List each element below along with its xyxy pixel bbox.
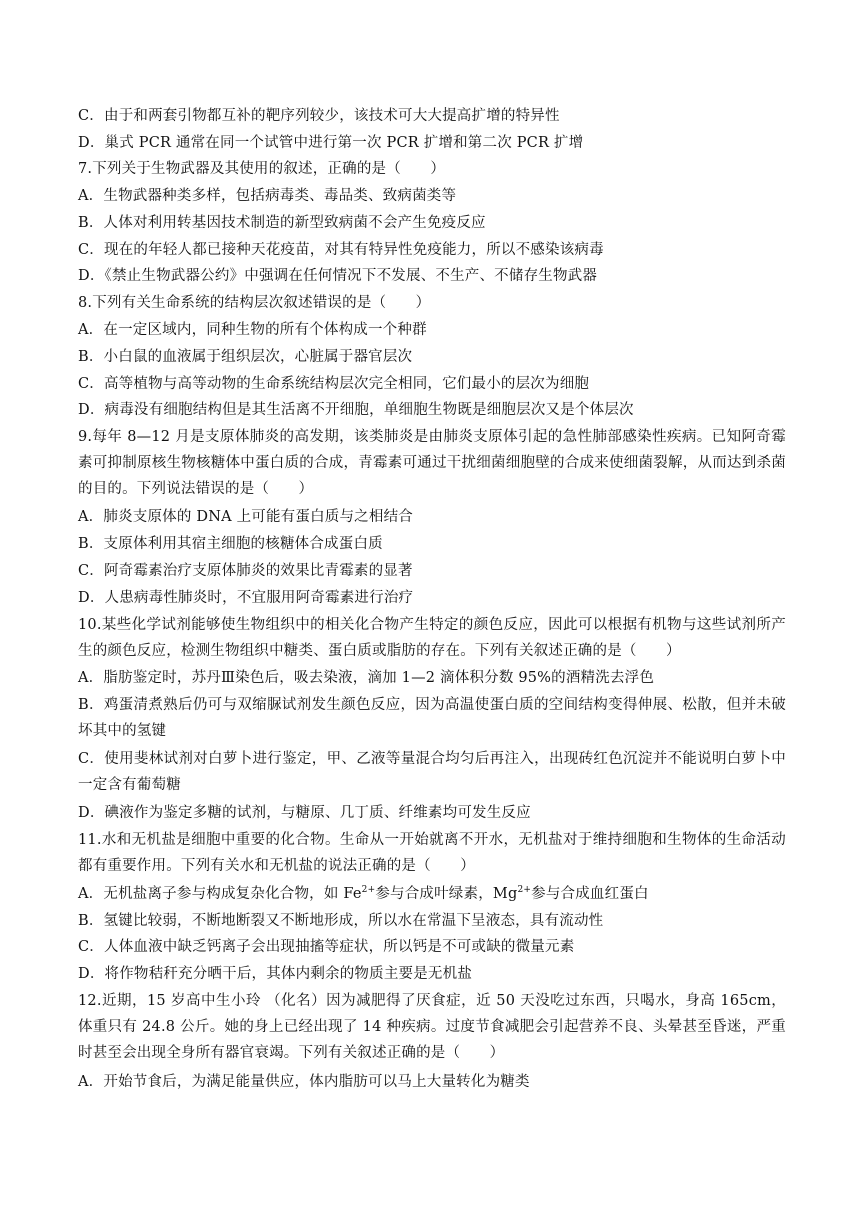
- question-8-option-c: C．高等植物与高等动物的生命系统结构层次完全相同，它们最小的层次为细胞: [78, 376, 590, 392]
- question-10-option-c: C．使用斐林试剂对白萝卜进行鉴定，甲、乙液等量混合均匀后再注入，出现砖红色沉淀并不能说明白萝卜中一定含有葡萄糖: [78, 751, 786, 793]
- question-11-stem: 11.水和无机盐是细胞中重要的化合物。生命从一开始就离不开水，无机盐对于维持细胞和生物体的生命活动都有重要作用。下列有关水和无机盐的说法正确的是（ ）: [78, 832, 786, 874]
- option-d-text: D．巢式 PCR 通常在同一个试管中进行第一次 PCR 扩增和第二次 PCR 扩增: [78, 135, 584, 151]
- question-7-option-a: A．生物武器种类多样，包括病毒类、毒品类、致病菌类等: [78, 188, 457, 204]
- option-c-text: C．由于和两套引物都互补的靶序列较少，该技术可大大提高扩增的特异性: [78, 108, 560, 124]
- question-8-stem: 8.下列有关生命系统的结构层次叙述错误的是（ ）: [78, 295, 431, 311]
- question-7-option-b: B．人体对利用转基因技术制造的新型致病菌不会产生免疫反应: [78, 215, 486, 231]
- question-8-option-b: B．小白鼠的血液属于组织层次，心脏属于器官层次: [78, 349, 413, 365]
- question-11-option-d: D．将作物秸秆充分晒干后，其体内剩余的物质主要是无机盐: [78, 966, 473, 982]
- mg-charge: 2+: [517, 885, 532, 896]
- question-10-option-a: A．脂肪鉴定时，苏丹Ⅲ染色后，吸去染液，滴加 1—2 滴体积分数 95%的酒精洗去浮色: [78, 670, 655, 686]
- question-10-option-d: D．碘液作为鉴定多糖的试剂，与糖原、几丁质、纤维素均可发生反应: [78, 805, 531, 821]
- question-9-option-d: D．人患病毒性肺炎时，不宜服用阿奇霉素进行治疗: [78, 590, 414, 606]
- question-11-option-c: C．人体血液中缺乏钙离子会出现抽搐等症状，所以钙是不可或缺的微量元素: [78, 939, 575, 955]
- option-a-part2: 参与合成叶绿素，Mg: [375, 886, 518, 902]
- option-a-part1: A．无机盐离子参与构成复杂化合物，如 Fe: [78, 886, 362, 902]
- question-7-stem: 7.下列关于生物武器及其使用的叙述，正确的是（ ）: [78, 161, 446, 177]
- question-9-stem: 9.每年 8—12 月是支原体肺炎的高发期，该类肺炎是由肺炎支原体引起的急性肺部感染性疾病。已知阿奇霉素可抑制原核生物核糖体中蛋白质的合成，青霉素可通过干扰细菌细胞壁的合成来使细菌裂解，从而达到杀菌的目的。下列说法错误的是（ ）: [78, 429, 786, 497]
- question-10-stem: 10.某些化学试剂能够使生物组织中的相关化合物产生特定的颜色反应，因此可以根据有机物与这些试剂所产生的颜色反应，检测生物组织中糖类、蛋白质或脂肪的存在。下列有关叙述正确的是（ ）: [78, 617, 786, 659]
- question-7-option-d: D．《禁止生物武器公约》中强调在任何情况下不发展、不生产、不储存生物武器: [78, 268, 598, 284]
- question-8-option-a: A．在一定区域内，同种生物的所有个体构成一个种群: [78, 322, 427, 338]
- question-9-option-a: A．肺炎支原体的 DNA 上可能有蛋白质与之相结合: [78, 509, 413, 525]
- option-a-part3: 参与合成血红蛋白: [531, 886, 649, 902]
- question-12-option-a: A．开始节食后，为满足能量供应，体内脂肪可以马上大量转化为糖类: [78, 1074, 530, 1090]
- question-9-option-c: C．阿奇霉素治疗支原体肺炎的效果比青霉素的显著: [78, 563, 413, 579]
- question-7-option-c: C．现在的年轻人都已接种天花疫苗，对其有特异性免疫能力，所以不感染该病毒: [78, 242, 604, 258]
- question-10-option-b: B．鸡蛋清煮熟后仍可与双缩脲试剂发生颜色反应，因为高温使蛋白质的空间结构变得伸展、松散，但并未破坏其中的氢键: [78, 697, 786, 739]
- question-11-option-a: [78, 884, 649, 904]
- question-9-option-b: B．支原体利用其宿主细胞的核糖体合成蛋白质: [78, 536, 383, 552]
- question-8-option-d: D．病毒没有细胞结构但是其生活离不开细胞，单细胞生物既是细胞层次又是个体层次: [78, 402, 634, 418]
- question-11-option-b: B．氢键比较弱，不断地断裂又不断地形成，所以水在常温下呈液态，具有流动性: [78, 913, 604, 929]
- question-12-stem: 12.近期，15 岁高中生小玲 （化名）因为减肥得了厌食症，近 50 天没吃过东西，只喝水，身高 165cm，体重只有 24.8 公斤。她的身上已经出现了 14 种疾病。过度节食减肥会引起营养不良、头晕甚至昏迷，严重时甚至会出现全身所有器官衰竭。下列有关叙述正确的是（ ）: [78, 993, 786, 1061]
- fe-charge: 2+: [361, 885, 376, 896]
